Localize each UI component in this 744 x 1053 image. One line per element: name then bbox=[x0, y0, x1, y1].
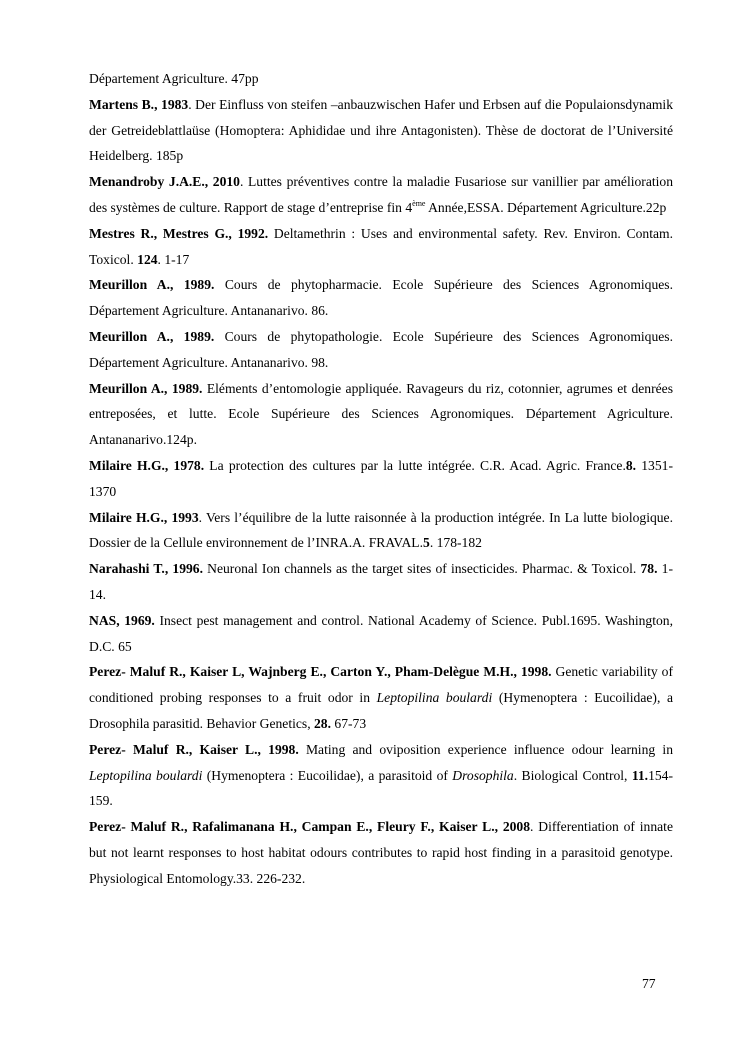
reference-entry bbox=[89, 814, 673, 891]
reference-text: Cours de phytopharmacie. Ecole Supérieure des Sciences Agronomiques. Département Agriculture. Antananarivo. 86. bbox=[89, 277, 673, 319]
reference-text: La protection des cultures par la lutte intégrée. C.R. Acad. Agric. France. bbox=[204, 457, 626, 473]
reference-bold-text: Milaire H.G., 1993 bbox=[89, 509, 199, 525]
reference-entry bbox=[89, 556, 673, 608]
reference-bold-text: Perez- Maluf R., Kaiser L, Wajnberg E., Carton Y., Pham-Delègue M.H., 1998. bbox=[89, 664, 552, 680]
reference-text: Année,ESSA. Département Agriculture.22p bbox=[425, 199, 667, 215]
reference-text: . Der Einfluss von steifen –anbauzwischen Hafer und Erbsen auf die Populaionsdynamik der Getreideblattlaüse (Homoptera: Aphididae und ihre Antagonisten). Thèse de doctorat de l’Université Heidelberg. 185p bbox=[89, 96, 674, 164]
reference-bold-text: Menandroby J.A.E., 2010 bbox=[89, 174, 240, 190]
reference-text: Département Agriculture. 47pp bbox=[89, 71, 259, 86]
reference-text: . 178-182 bbox=[429, 535, 482, 551]
reference-bold-text: NAS, 1969. bbox=[89, 612, 155, 628]
reference-superscript: ème bbox=[412, 198, 426, 208]
reference-entry bbox=[89, 66, 673, 92]
reference-bold-text: Narahashi T., 1996. bbox=[89, 561, 203, 577]
reference-bold-text: Milaire H.G., 1978. bbox=[89, 457, 205, 473]
reference-entry bbox=[89, 659, 673, 736]
reference-text: Insect pest management and control. National Academy of Science. Publ.1695. Washington, D.C. 65 bbox=[89, 612, 673, 654]
reference-entry bbox=[89, 453, 673, 505]
reference-italic-text: Leptopilina boulardi bbox=[376, 690, 493, 706]
reference-bold-text: Mestres R., Mestres G., 1992. bbox=[89, 225, 269, 241]
reference-bold-text: Perez- Maluf R., Rafalimanana H., Campan E., Fleury F., Kaiser L., 2008 bbox=[89, 819, 531, 835]
reference-entry bbox=[89, 608, 673, 660]
reference-text: (Hymenoptera : Eucoilidae), a Drosophila parasitid. Behavior Genetics, bbox=[89, 690, 673, 731]
reference-entry bbox=[89, 169, 673, 221]
reference-text: . Luttes préventives contre la maladie Fusariose sur vanillier par amélioration des systèmes de culture. Rapport de stage d’entreprise fin 4 bbox=[89, 174, 674, 215]
reference-text: Deltamethrin : Uses and environmental safety. Rev. Environ. Contam. Toxicol. bbox=[89, 225, 673, 267]
reference-bold-text: Meurillon A., 1989. bbox=[89, 328, 215, 344]
reference-text: Mating and oviposition experience influence odour learning in bbox=[298, 741, 673, 757]
reference-entry bbox=[89, 221, 673, 273]
reference-italic-text: Leptopilina boulardi bbox=[89, 767, 203, 783]
reference-text: . Differentiation of innate but not learnt responses to host habitat odours contributes to rapid host finding in a parasitoid genotype. Physiological Entomology.33. 226-232. bbox=[89, 819, 673, 886]
reference-text: (Hymenoptera : Eucoilidae), a parasitoid of bbox=[202, 767, 453, 783]
reference-bold-text: Meurillon A., 1989. bbox=[89, 277, 215, 293]
reference-text: 1-14. bbox=[89, 561, 674, 602]
reference-text: Cours de phytopathologie. Ecole Supérieure des Sciences Agronomiques. Département Agriculture. Antananarivo. 98. bbox=[89, 328, 673, 370]
reference-text: 1351- 1370 bbox=[89, 457, 673, 499]
reference-bold-text: 5 bbox=[423, 535, 430, 551]
reference-entry bbox=[89, 92, 673, 169]
reference-entry bbox=[89, 272, 673, 324]
reference-bold-text: 11. bbox=[631, 767, 649, 783]
reference-entry bbox=[89, 376, 673, 453]
reference-bold-text: 78. bbox=[640, 561, 658, 577]
reference-bold-text: Meurillon A., 1989. bbox=[89, 380, 203, 396]
reference-entry bbox=[89, 737, 673, 814]
reference-italic-text: Drosophila bbox=[452, 767, 514, 783]
reference-text: . Vers l’équilibre de la lutte raisonnée à la production intégrée. In La lutte biologique. Dossier de la Cellule environnement de l’INRA.A. FRAVAL. bbox=[89, 509, 673, 551]
reference-bold-text: Perez- Maluf R., Kaiser L., 1998. bbox=[89, 741, 299, 757]
reference-entry bbox=[89, 324, 673, 376]
reference-bold-text: 124 bbox=[137, 251, 158, 267]
reference-text: 67-73 bbox=[331, 715, 367, 731]
reference-text: 154-159. bbox=[89, 767, 673, 809]
reference-bold-text: 28. bbox=[314, 715, 331, 731]
page-number: 77 bbox=[642, 976, 656, 991]
reference-bold-text: 8. bbox=[625, 457, 637, 473]
reference-entry bbox=[89, 505, 673, 557]
reference-bold-text: Martens B., 1983 bbox=[89, 96, 189, 112]
reference-text: Genetic variability of conditioned probing responses to a fruit odor in bbox=[89, 664, 674, 706]
reference-text: . Biological Control, bbox=[513, 767, 632, 783]
reference-text: Neuronal Ion channels as the target sites of insecticides. Pharmac. & Toxicol. bbox=[202, 561, 641, 577]
reference-list bbox=[89, 66, 673, 892]
reference-text: Eléments d’entomologie appliquée. Ravageurs du riz, cotonnier, agrumes et denrées entreposées, et lutte. Ecole Supérieure des Sciences Agronomiques. Département Agriculture. Antananarivo.124p. bbox=[89, 380, 673, 448]
reference-text: . 1-17 bbox=[157, 251, 190, 267]
